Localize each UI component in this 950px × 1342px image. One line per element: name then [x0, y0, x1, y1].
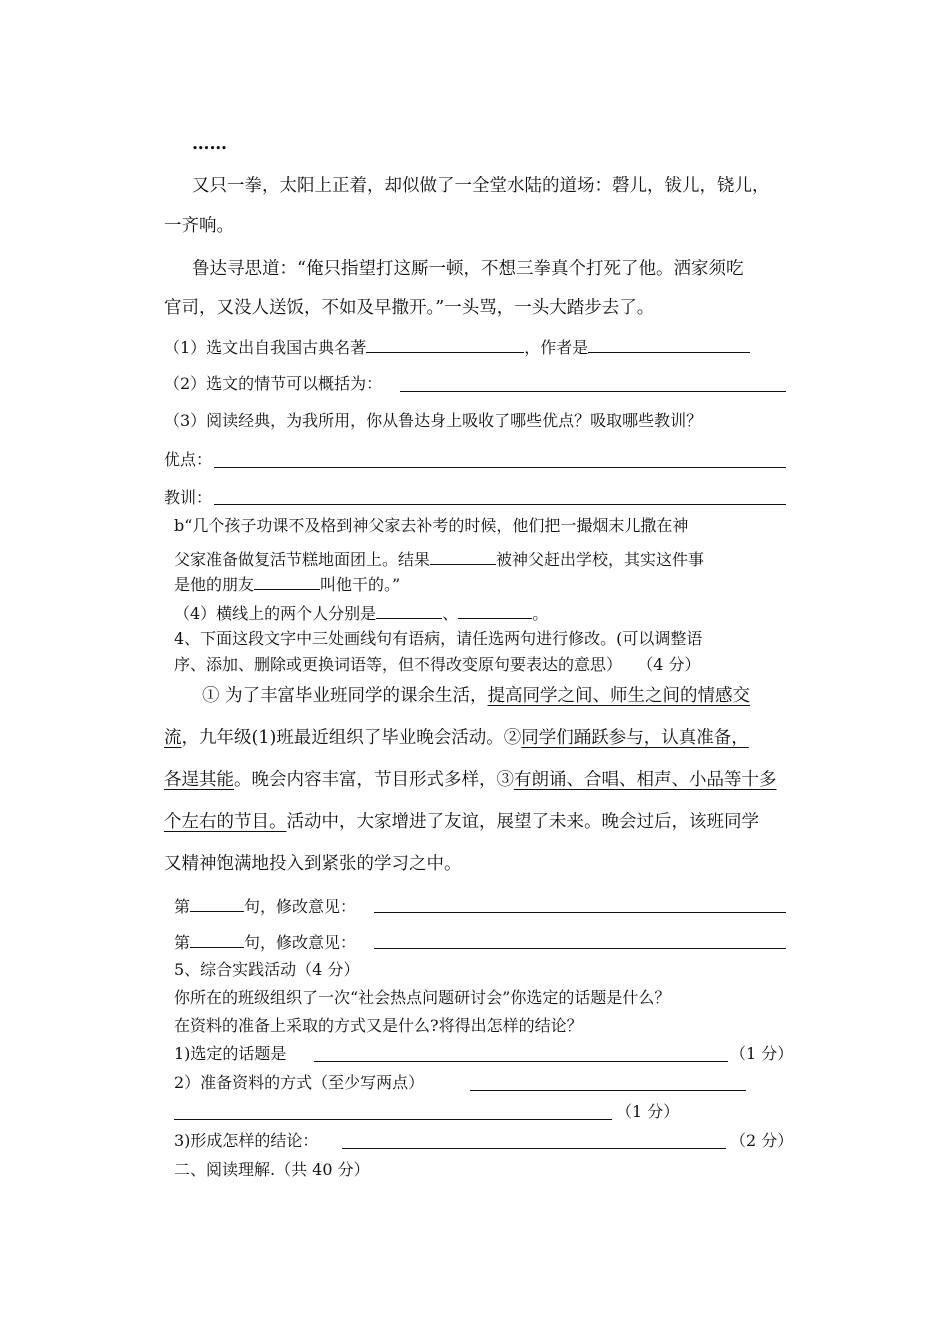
score: （2 分）	[730, 1131, 794, 1150]
section-5-intro: 在资料的准备上采取的方式又是什么?将得出怎样的结论？	[174, 1016, 583, 1035]
revision-text: 句，修改意见：	[244, 933, 357, 952]
answer-blank[interactable]	[458, 604, 532, 619]
paragraph-line: 又精神饱满地投入到紧张的学习之中。	[164, 854, 462, 874]
question-1-author: ，作者是	[524, 338, 589, 357]
paragraph-line	[164, 772, 777, 790]
answer-blank[interactable]	[214, 467, 786, 468]
conclusion-blank[interactable]	[342, 1148, 726, 1149]
revision-row	[174, 933, 356, 951]
part-b-line	[174, 575, 400, 593]
underlined-sentence: 个左右的节目。	[164, 812, 287, 832]
question-3: （3）阅读经典，为我所用，你从鲁达身上吸收了哪些优点？吸取哪些教训？	[164, 411, 703, 430]
topic-blank[interactable]	[314, 1061, 728, 1062]
paragraph-text: ，九年级(1)班最近组织了毕业晚会活动。②	[181, 728, 522, 748]
section-4-title: 序、添加、删除或更换词语等，但不得改变原句要表达的意思） （4 分）	[174, 655, 701, 674]
underlined-sentence: 同学们踊跃参与，认真准备，	[521, 728, 749, 748]
paragraph-text: 活动中，大家增进了友谊，展望了未来。晚会过后，该班同学	[286, 812, 759, 832]
passage-line: 一齐响。	[164, 216, 234, 236]
question-4-text: （4）横线上的两个人分别是	[174, 604, 377, 623]
paragraph-line	[202, 688, 750, 706]
answer-blank[interactable]	[588, 338, 750, 353]
question-4-text: 。	[532, 604, 549, 623]
answer-blank[interactable]	[366, 338, 524, 353]
passage-line: 又只一拳，太阳上正着，却似做了一全堂水陆的道场：磬儿，钹儿，铙儿，	[192, 176, 770, 196]
sentence-number-blank[interactable]	[190, 897, 244, 912]
revision-text: 第	[174, 897, 191, 916]
answer-blank[interactable]	[254, 575, 320, 590]
revision-text: 句，修改意见：	[244, 897, 357, 916]
part-b-text: 被神父赶出学校，其实这件事	[496, 550, 705, 569]
section-5-title: 5、综合实践活动（4 分）	[174, 960, 360, 979]
paragraph-text: 。晚会内容丰富，节目形式多样，③	[234, 770, 514, 790]
ellipsis: ……	[192, 134, 227, 154]
passage-line: 鲁达寻思道：“俺只指望打这厮一顿，不想三拳真个打死了他。洒家须吃	[192, 259, 744, 279]
merit-label: 优点：	[164, 450, 213, 469]
answer-blank[interactable]	[400, 391, 786, 392]
part-b-text: 父家准备做复活节糕地面团上。结果	[174, 550, 431, 569]
question-2: （2）选文的情节可以概括为：	[164, 374, 383, 393]
section-5-intro: 你所在的班级组织了一次“社会热点问题研讨会”你选定的话题是什么？	[174, 988, 671, 1007]
question-4-text: 、	[442, 604, 459, 623]
underlined-sentence: 各逞其能	[164, 770, 234, 790]
lesson-label: 教训：	[164, 488, 213, 507]
passage-line: 官司，又没人送饭，不如及早撒开。”一头骂，一头大踏步去了。	[164, 298, 655, 318]
part-2-title: 二、阅读理解.（共 40 分）	[174, 1160, 370, 1179]
method-blank[interactable]	[470, 1090, 746, 1091]
underlined-sentence: 提高同学之间、师生之间的情感交	[487, 686, 751, 706]
paragraph-line	[164, 814, 759, 832]
part-b-text: 叫他干的。”	[320, 575, 401, 594]
score: （1 分）	[616, 1102, 680, 1121]
topic-label: 1)选定的话题是	[174, 1044, 287, 1063]
method-blank[interactable]	[174, 1119, 612, 1120]
part-b-line	[174, 550, 704, 568]
revision-row	[174, 897, 356, 915]
answer-blank[interactable]	[376, 604, 442, 619]
conclusion-label: 3)形成怎样的结论：	[174, 1131, 319, 1150]
answer-blank[interactable]	[430, 550, 496, 565]
underlined-sentence: 流	[164, 728, 182, 748]
revision-blank[interactable]	[374, 948, 786, 949]
question-4-names	[174, 604, 548, 622]
section-4-title: 4、下面这段文字中三处画线句有语病，请任选两句进行修改。(可以调整语	[174, 629, 703, 648]
revision-blank[interactable]	[374, 912, 786, 913]
paragraph-line	[164, 730, 749, 748]
method-label: 2）准备资料的方式（至少写两点）	[174, 1073, 425, 1092]
paragraph-text: ① 为了丰富毕业班同学的课余生活，	[202, 686, 488, 706]
part-b-line: b“几个孩子功课不及格到神父家去补考的时候，他们把一撮烟末儿撒在神	[174, 516, 689, 535]
sentence-number-blank[interactable]	[190, 933, 244, 948]
underlined-sentence: 有朗诵、合唱、相声、小品等十多	[514, 770, 777, 790]
question-1	[164, 338, 750, 356]
score: （1 分）	[730, 1044, 794, 1063]
revision-text: 第	[174, 933, 191, 952]
answer-blank[interactable]	[214, 504, 786, 505]
part-b-text: 是他的朋友	[174, 575, 255, 594]
question-1-text: （1）选文出自我国古典名著	[164, 338, 367, 357]
